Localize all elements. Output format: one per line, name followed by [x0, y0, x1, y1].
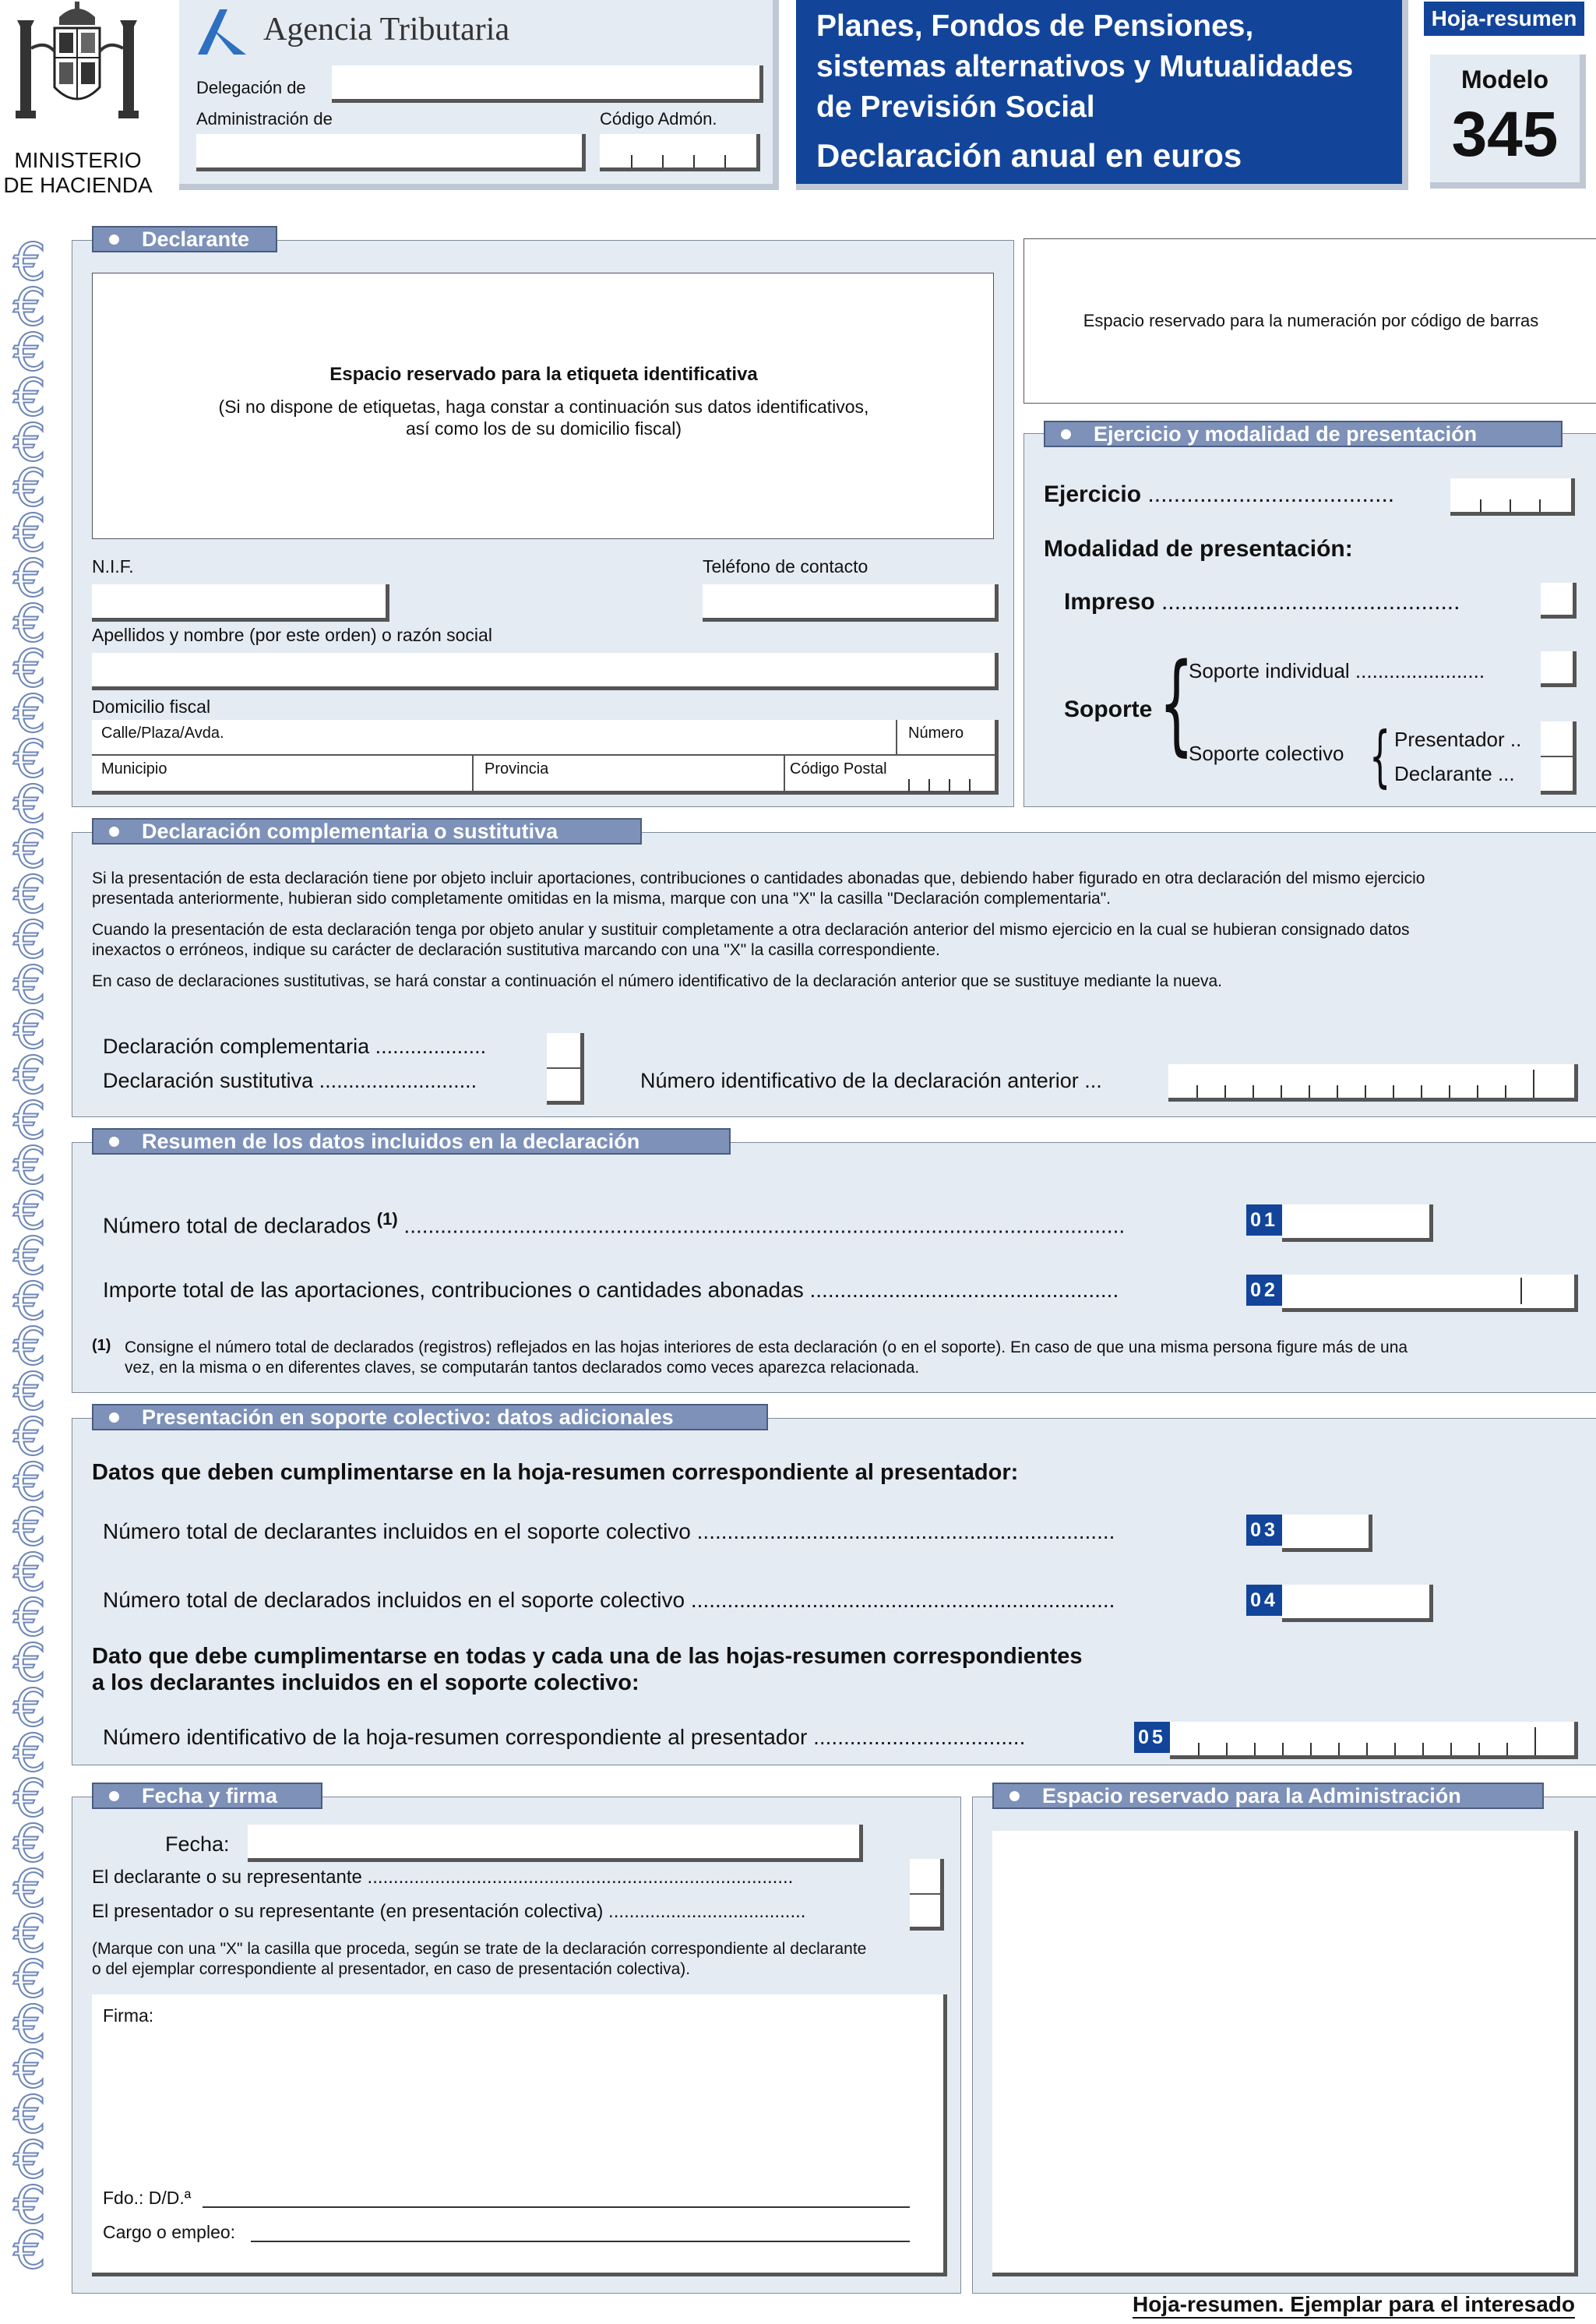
- euro-icon: €: [13, 1497, 46, 1557]
- firmante-declarante-label: El declarante o su representante ..................................................................................: [92, 1867, 794, 1888]
- euro-icon: €: [13, 1136, 46, 1196]
- soporte-colectivo-label: Soporte colectivo: [1189, 742, 1344, 765]
- complementaria-paragraph-1b: presentada anteriormente, hubieran sido completamente omitidas en la misma, marque con una "X" la casilla "Declaración complementaria".: [92, 890, 1111, 908]
- modelo-number: 345: [1451, 99, 1559, 170]
- resumen-title: [92, 1128, 731, 1155]
- title-line-4: Declaración anual en euros: [816, 137, 1242, 174]
- modalidad-label: Modalidad de presentación:: [1044, 536, 1353, 562]
- importe-label-text: Importe total de las aportaciones, contribuciones o cantidades abonadas: [103, 1278, 804, 1302]
- telefono-field[interactable]: [703, 584, 999, 622]
- euro-icon: €: [13, 639, 46, 699]
- barcode-area: [1023, 238, 1596, 404]
- soporte-brace-icon: {: [1159, 640, 1194, 767]
- impreso-label: Impreso ..............................................: [1064, 589, 1460, 615]
- firma-label: Firma:: [103, 2005, 154, 2026]
- complementaria-paragraph-1a: Si la presentación de esta declaración tiene por objeto incluir aportaciones, contribuciones o cantidades abonadas que, debiendo haber figurado en otra declaración del mismo ejercicio: [92, 869, 1425, 887]
- delegacion-label: Delegación de: [196, 78, 306, 97]
- ejercicio-field[interactable]: [1450, 478, 1575, 516]
- declarados-soporte-label: Número total de declarados incluidos en el soporte colectivo ......................................................................: [103, 1588, 1115, 1612]
- presentador-text: Presentador: [1394, 728, 1505, 751]
- label-area-note-1: (Si no dispone de etiquetas, haga constar a continuación sus datos identificativos,: [218, 397, 869, 417]
- euro-icon: €: [13, 1271, 46, 1331]
- casilla-02-badge: 02: [1246, 1275, 1282, 1306]
- euro-icon: €: [13, 368, 46, 428]
- firma-area[interactable]: [92, 1994, 947, 2276]
- provincia-field[interactable]: [475, 776, 782, 790]
- casilla-03-field[interactable]: [1282, 1515, 1372, 1552]
- identification-label-area: [92, 273, 994, 539]
- fecha-firma-title: [92, 1783, 322, 1809]
- modelo-label: Modelo: [1461, 65, 1548, 93]
- complementaria-title: [92, 818, 642, 845]
- modelo-box: [1430, 55, 1586, 189]
- colectivo-brace-icon: {: [1369, 718, 1391, 795]
- identificativo-text: Número identificativo de la hoja-resumen correspondiente al presentador: [103, 1725, 808, 1749]
- title-line-3: de Previsión Social: [816, 90, 1095, 124]
- euro-icon: €: [13, 865, 46, 925]
- presentador-label: Presentador ..: [1394, 728, 1522, 751]
- declarados-label: Número total de declarados $^{(1)}$ .......................................................................................................................: [103, 1209, 1126, 1238]
- casilla-03-badge: 03: [1246, 1515, 1282, 1546]
- complementaria-label-text: Declaración complementaria: [103, 1035, 370, 1058]
- casilla-02-field[interactable]: [1282, 1275, 1578, 1312]
- nif-field[interactable]: [92, 584, 389, 622]
- declarante-option-label: Declarante ...: [1394, 762, 1515, 785]
- euro-icon: €: [13, 503, 46, 563]
- ejercicio-label: Ejercicio ......................................: [1044, 481, 1395, 507]
- euro-icon: €: [13, 1000, 46, 1060]
- euro-icon: €: [13, 684, 46, 744]
- euro-icon: €: [13, 1949, 46, 2009]
- soporte-individual-label: Soporte individual .......................: [1189, 659, 1485, 682]
- colectivo-heading-1: Datos que deben cumplimentarse en la hoja-resumen correspondiente al presentador:: [92, 1460, 1019, 1485]
- casilla-05-field[interactable]: [1170, 1722, 1578, 1759]
- casilla-04-badge: 04: [1246, 1585, 1282, 1616]
- firmante-checkbox[interactable]: [910, 1859, 944, 1931]
- euro-icon: €: [13, 1904, 46, 1964]
- euro-icon: €: [13, 2175, 46, 2235]
- provincia-label: Provincia: [484, 760, 549, 778]
- admin-title: [992, 1783, 1544, 1809]
- agency-header-box: [179, 0, 779, 190]
- colectivo-title: [92, 1404, 768, 1430]
- ministry-name-line2: DE HACIENDA: [3, 173, 153, 197]
- form-title-box: [796, 0, 1408, 190]
- euro-icon: €: [13, 1452, 46, 1512]
- complementaria-title-text: Declaración complementaria o sustitutiva: [142, 820, 558, 843]
- hoja-resumen-badge: Hoja-resumen: [1424, 2, 1584, 36]
- colectivo-heading-2b: a los declarantes incluidos en el soporte colectivo:: [92, 1670, 639, 1695]
- codigo-postal-field[interactable]: [891, 773, 994, 792]
- impreso-checkbox[interactable]: [1541, 583, 1577, 619]
- identificativo-label: Número identificativo de la hoja-resumen correspondiente al presentador ...................................: [103, 1725, 1026, 1749]
- casilla-04-field[interactable]: [1282, 1585, 1433, 1622]
- sustitutiva-label: Declaración sustitutiva ...........................: [103, 1069, 477, 1092]
- apellidos-label: Apellidos y nombre (por este orden) o razón social: [92, 625, 492, 645]
- presentador-declarante-checkbox[interactable]: [1541, 721, 1577, 795]
- euro-icon: €: [13, 1769, 46, 1829]
- declarados-ref: (1): [376, 1209, 398, 1229]
- soporte-individual-text: Soporte individual: [1189, 659, 1350, 682]
- numero-anterior-text: Número identificativo de la declaración anterior: [640, 1069, 1079, 1092]
- complementaria-paragraph-2b: inexactos o erróneos, indique su carácter de declaración sustitutiva marcando con una "X" la casilla correspondiente.: [92, 941, 940, 959]
- cargo-line[interactable]: [251, 2241, 910, 2242]
- euro-icon: €: [13, 594, 46, 654]
- complementaria-sustitutiva-checkbox[interactable]: [547, 1033, 584, 1105]
- note-ref: (1): [92, 1337, 111, 1354]
- declarantes-soporte-text: Número total de declarantes incluidos en el soporte colectivo: [103, 1519, 691, 1543]
- coat-of-arms-icon: [14, 2, 140, 142]
- administracion-field[interactable]: [196, 134, 586, 171]
- calle-field[interactable]: [92, 740, 894, 754]
- label-area-note-2: así como los de su domicilio fiscal): [405, 418, 682, 439]
- declarados-label-text: Número total de declarados: [103, 1213, 371, 1238]
- fecha-label: Fecha:: [165, 1832, 230, 1856]
- codigo-admon-field[interactable]: [600, 134, 760, 171]
- numero-anterior-label: Número identificativo de la declaración anterior ...: [640, 1069, 1102, 1092]
- euro-icon: €: [13, 2130, 46, 2190]
- firmante-note-2: o del ejemplar correspondiente al presentador, en caso de presentación colectiva).: [92, 1960, 691, 1978]
- sustitutiva-label-text: Declaración sustitutiva: [103, 1069, 314, 1092]
- euro-icon: €: [13, 1859, 46, 1919]
- delegacion-field[interactable]: [332, 65, 763, 103]
- casilla-05-badge: 05: [1134, 1722, 1170, 1753]
- label-area-title: Espacio reservado para la etiqueta identificativa: [329, 364, 758, 385]
- euro-icon: €: [13, 910, 46, 970]
- euro-icon: €: [13, 955, 46, 1015]
- administracion-label: Administración de: [196, 109, 333, 129]
- apellidos-field[interactable]: [92, 653, 999, 690]
- soporte-label: Soporte: [1064, 696, 1153, 722]
- calle-label: Calle/Plaza/Avda.: [101, 725, 224, 742]
- euro-icon: €: [13, 2220, 46, 2280]
- euro-icon: €: [13, 1678, 46, 1738]
- title-line-2: sistemas alternativos y Mutualidades: [816, 50, 1354, 83]
- municipio-field[interactable]: [92, 776, 470, 790]
- euro-icon: €: [13, 458, 46, 518]
- euro-icon: €: [13, 1046, 46, 1106]
- euro-icon: €: [13, 1226, 46, 1286]
- firmante-note-1: (Marque con una "X" la casilla que proceda, según se trate de la declaración correspondiente al declarante: [92, 1940, 867, 1958]
- fecha-firma-title-text: Fecha y firma: [142, 1784, 278, 1807]
- firmante-presentador-label: El presentador o su representante (en presentación colectiva) ......................................: [92, 1901, 806, 1922]
- euro-icon: €: [13, 1633, 46, 1693]
- euro-icon: €: [13, 413, 46, 473]
- fdo-label: Fdo.: D/D.ª: [103, 2188, 192, 2208]
- euro-icon: €: [13, 2040, 46, 2100]
- colectivo-title-text: Presentación en soporte colectivo: datos adicionales: [142, 1405, 674, 1429]
- declarante-title: [92, 226, 277, 252]
- domicilio-label: Domicilio fiscal: [92, 696, 211, 717]
- admin-title-text: Espacio reservado para la Administración: [1042, 1784, 1461, 1807]
- euro-icon: €: [13, 1588, 46, 1648]
- numero-field[interactable]: [897, 740, 994, 754]
- euro-icon: €: [13, 1317, 46, 1377]
- ejercicio-title: [1044, 421, 1563, 447]
- fecha-field[interactable]: [248, 1825, 863, 1862]
- footer-copy-label: Hoja-resumen. Ejemplar para el interesado: [1133, 2292, 1575, 2319]
- euro-icon: €: [13, 820, 46, 880]
- complementaria-label: Declaración complementaria ...................: [103, 1035, 487, 1058]
- note-line-2: vez, en la misma o en diferentes claves, se computarán tantos declarados como veces aparezca relacionada.: [125, 1359, 920, 1377]
- nif-label: N.I.F.: [92, 556, 134, 577]
- firmante-presentador-text: El presentador o su representante (en presentación colectiva): [92, 1901, 604, 1922]
- municipio-label: Municipio: [101, 760, 167, 778]
- telefono-label: Teléfono de contacto: [703, 556, 868, 577]
- euro-icon: €: [13, 1994, 46, 2054]
- domicilio-block: [92, 720, 999, 795]
- codigo-postal-label: Código Postal: [790, 760, 887, 778]
- casilla-01-field[interactable]: [1282, 1204, 1433, 1242]
- ejercicio-title-text: Ejercicio y modalidad de presentación: [1094, 422, 1478, 446]
- euro-icon: €: [13, 1543, 46, 1603]
- barcode-text: Espacio reservado para la numeración por código de barras: [1083, 311, 1539, 330]
- agency-name: Agencia Tributaria: [263, 12, 510, 48]
- declarados-soporte-text: Número total de declarados incluidos en el soporte colectivo: [103, 1588, 685, 1612]
- declarante-title-text: Declarante: [142, 227, 250, 251]
- numero-label: Número: [908, 725, 964, 742]
- fdo-line[interactable]: [203, 2206, 910, 2208]
- euro-icon: €: [13, 1091, 46, 1151]
- euro-icon: €: [13, 2085, 46, 2145]
- complementaria-paragraph-3: En caso de declaraciones sustitutivas, se hará constar a continuación el número identificativo de la declaración anterior que se sustituye mediante la nueva.: [92, 972, 1223, 990]
- euro-icon: €: [13, 323, 46, 383]
- euro-icon: €: [13, 1362, 46, 1422]
- ministry-name-line1: MINISTERIO: [14, 148, 142, 172]
- complementaria-paragraph-2a: Cuando la presentación de esta declaración tenga por objeto anular y sustituir completamente a otra declaración anterior del mismo ejercicio en la cual se hubieran consignado datos: [92, 921, 1410, 939]
- resumen-title-text: Resumen de los datos incluidos en la declaración: [142, 1130, 640, 1153]
- admin-reserved-area: [992, 1831, 1578, 2276]
- declarante-option-text: Declarante: [1394, 762, 1492, 785]
- ejercicio-label-text: Ejercicio: [1044, 481, 1142, 507]
- title-line-1: Planes, Fondos de Pensiones,: [816, 9, 1254, 43]
- importe-label: Importe total de las aportaciones, contribuciones o cantidades abonadas ...................................................: [103, 1278, 1119, 1302]
- casilla-01-badge: 01: [1246, 1204, 1282, 1236]
- euro-icon: €: [13, 729, 46, 789]
- agencia-tributaria-logo-icon: [196, 6, 248, 58]
- numero-anterior-field[interactable]: [1168, 1064, 1578, 1102]
- cargo-label: Cargo o empleo:: [103, 2222, 236, 2242]
- euro-icon: €: [13, 277, 46, 337]
- codigo-admon-label: Código Admón.: [600, 109, 717, 129]
- euro-icon: €: [13, 232, 46, 292]
- firmante-declarante-text: El declarante o su representante: [92, 1867, 362, 1888]
- euro-icon: €: [13, 548, 46, 608]
- soporte-individual-checkbox[interactable]: [1541, 651, 1577, 687]
- euro-icon: €: [13, 774, 46, 834]
- note-line-1: Consigne el número total de declarados (registros) reflejados en las hojas interiores de esta declaración (o en el soporte). En caso de que una misma persona figure más de una: [125, 1338, 1408, 1356]
- impreso-label-text: Impreso: [1064, 589, 1155, 615]
- euro-icon: €: [13, 1814, 46, 1874]
- euro-icon: €: [13, 1723, 46, 1783]
- euro-icon: €: [13, 1181, 46, 1241]
- euro-icon: €: [13, 1407, 46, 1467]
- declarantes-soporte-label: Número total de declarantes incluidos en el soporte colectivo .....................................................................: [103, 1519, 1115, 1543]
- euro-symbol-strip: [0, 232, 59, 2293]
- colectivo-heading-2a: Dato que debe cumplimentarse en todas y cada una de las hojas-resumen correspondientes: [92, 1644, 1083, 1669]
